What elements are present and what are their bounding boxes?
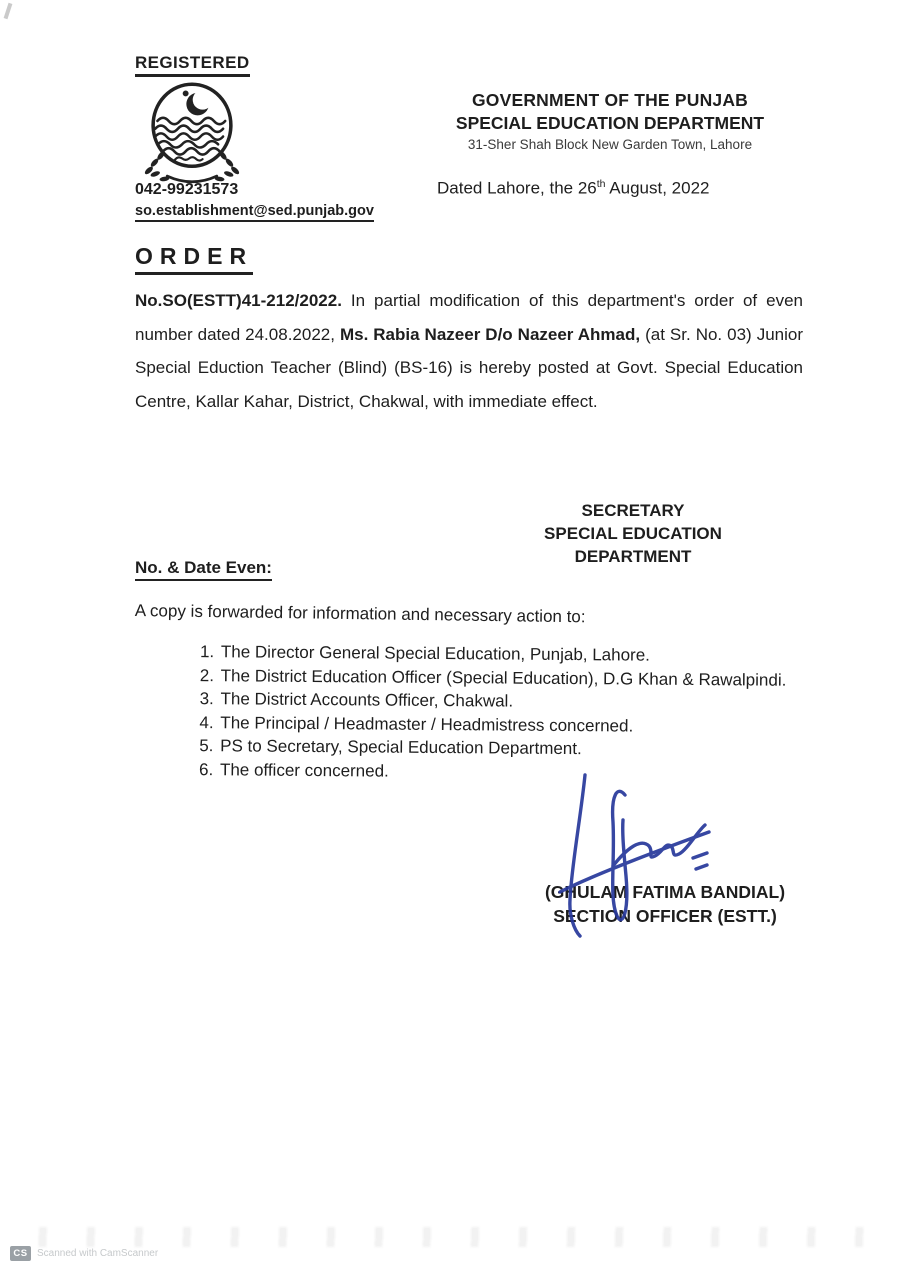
no-and-date-even-label: No. & Date Even: — [135, 558, 272, 581]
secretary-dept-line1: SPECIAL EDUCATION — [544, 524, 722, 543]
department-letterhead — [415, 90, 805, 152]
recipient-item: 6. The officer concerned. — [218, 758, 810, 786]
signatory-name: (GHULAM FATIMA BANDIAL) — [544, 882, 786, 902]
camscanner-logo-icon: CS — [10, 1246, 31, 1261]
forward-note: A copy is forwarded for information and necessary action to: — [134, 601, 586, 627]
date-suffix: August, 2022 — [605, 178, 710, 198]
department-address: 31-Sher Shah Block New Garden Town, Lahore — [467, 137, 753, 152]
secretary-title: SECRETARY — [581, 501, 685, 520]
order-reference-number: No.SO(ESTT)41-212/2022. — [135, 291, 342, 310]
order-text-part1: In partial modification of this department's order of even number dated 24.08.2022, — [135, 291, 803, 344]
order-text-part2: (at Sr. No. 03) Junior Special Eduction Teacher (Blind) (BS-16) is hereby posted at Govt. Special Education Centre, Kallar Kahar, District, Chakwal, with immediate effect. — [135, 324, 803, 411]
phone-number: 042-99231573 — [135, 181, 239, 198]
department-name: SPECIAL EDUCATION DEPARTMENT — [455, 113, 765, 133]
scan-noise-strip — [25, 1227, 895, 1247]
signatory-title: SECTION OFFICER (ESTT.) — [553, 905, 777, 926]
secretary-signature-block — [518, 499, 748, 568]
order-heading: ORDER — [135, 243, 253, 275]
date-line — [437, 178, 709, 199]
officer-name: Ms. Rabia Nazeer D/o Nazeer Ahmad, — [339, 324, 641, 344]
camscanner-label: Scanned with CamScanner — [37, 1248, 159, 1259]
punjab-govt-crest-icon — [131, 80, 253, 186]
date-ordinal-suffix: th — [596, 178, 606, 190]
recipient-item: 3. The District Accounts Officer, Chakwal. — [218, 687, 810, 715]
recipient-item: 1. The Director General Special Education, Punjab, Lahore. — [219, 640, 811, 668]
date-prefix: Dated Lahore, the 26 — [437, 178, 597, 198]
government-name: GOVERNMENT OF THE PUNJAB — [471, 90, 749, 110]
recipient-item: 4. The Principal / Headmaster / Headmistress concerned. — [218, 711, 810, 739]
registered-label: REGISTERED — [135, 53, 250, 77]
order-paragraph — [135, 284, 803, 418]
secretary-dept-line2: DEPARTMENT — [574, 547, 692, 566]
contact-block — [135, 181, 374, 222]
recipient-item: 2. The District Education Officer (Special Education), D.G Khan & Rawalpindi. — [219, 664, 811, 692]
scan-artifact-speck — [4, 3, 13, 19]
camscanner-watermark — [10, 1246, 158, 1261]
handwritten-signature — [553, 770, 721, 942]
email-address: so.establishment@sed.punjab.gov — [135, 203, 374, 222]
recipient-item: 5. PS to Secretary, Special Education Department. — [218, 734, 810, 762]
recipients-list — [185, 640, 811, 786]
